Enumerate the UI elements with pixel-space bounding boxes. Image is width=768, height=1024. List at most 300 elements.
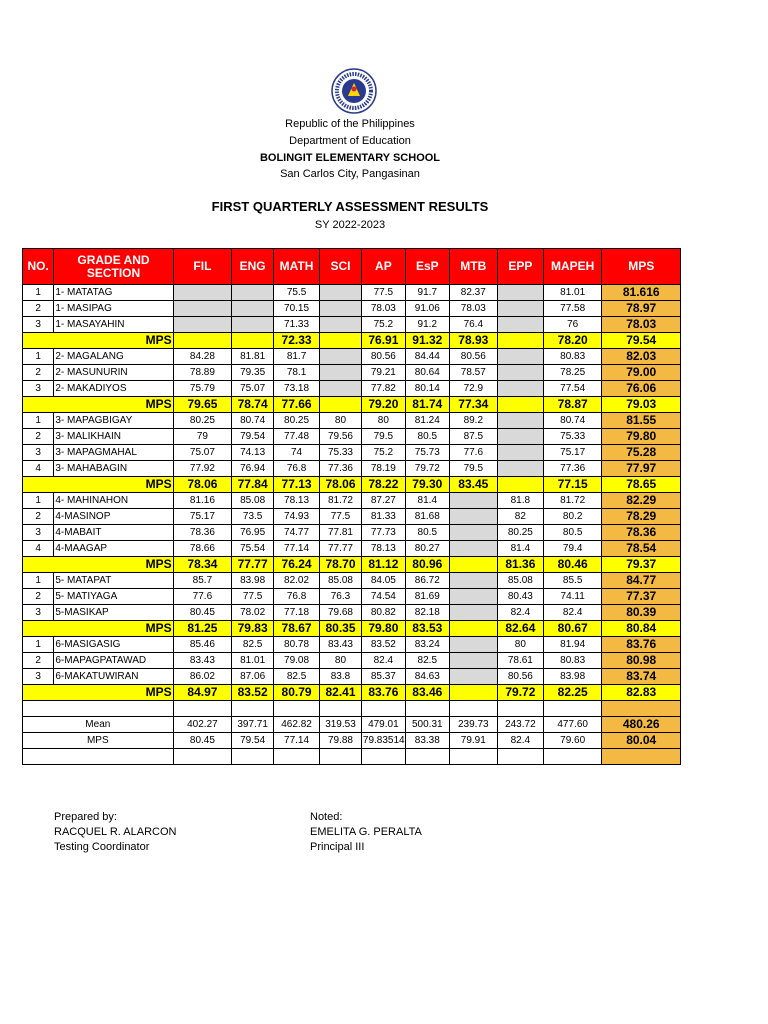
score-cell — [497, 285, 543, 301]
summary-cell: 79.54 — [232, 733, 274, 749]
score-cell: 83.8 — [320, 669, 362, 685]
summary-cell: 79.88 — [320, 733, 362, 749]
blank-cell — [23, 701, 174, 717]
score-cell: 77.54 — [543, 381, 602, 397]
mps-score-cell — [232, 333, 274, 349]
score-cell — [173, 317, 232, 333]
score-cell: 77.6 — [449, 445, 497, 461]
school-year: SY 2022-2023 — [314, 219, 386, 231]
noted-title: Principal III — [310, 841, 365, 853]
summary-cell: 239.73 — [449, 717, 497, 733]
score-cell: 91.2 — [405, 317, 449, 333]
score-cell: 84.63 — [405, 669, 449, 685]
blank-cell — [497, 749, 543, 765]
mps-score-cell — [497, 477, 543, 493]
row-number: 1 — [23, 413, 54, 429]
table-row — [23, 637, 681, 653]
score-cell: 80.45 — [173, 605, 232, 621]
mps-score-cell: 80.79 — [274, 685, 320, 701]
deped-seal-icon — [331, 68, 377, 114]
mps-total-cell: 80.84 — [602, 621, 681, 637]
table-row — [23, 653, 681, 669]
score-cell: 81.24 — [405, 413, 449, 429]
blank-cell — [543, 701, 602, 717]
mps-score-cell: 78.22 — [361, 477, 405, 493]
table-row — [23, 349, 681, 365]
score-cell: 82.4 — [361, 653, 405, 669]
score-cell: 82.18 — [405, 605, 449, 621]
section-name: 4-MASINOP — [54, 509, 173, 525]
score-cell: 81.16 — [173, 493, 232, 509]
mps-score-cell: 82.25 — [543, 685, 602, 701]
summary-mps-cell: 80.04 — [602, 733, 681, 749]
score-cell: 87.27 — [361, 493, 405, 509]
score-cell: 78.03 — [449, 301, 497, 317]
mps-row — [23, 557, 681, 573]
section-name: 1- MASIPAG — [54, 301, 173, 317]
score-cell: 70.15 — [274, 301, 320, 317]
score-cell: 82.37 — [449, 285, 497, 301]
mps-cell: 80.39 — [602, 605, 681, 621]
summary-cell: 462.82 — [274, 717, 320, 733]
blank-row — [23, 701, 681, 717]
score-cell: 78.66 — [173, 541, 232, 557]
score-cell — [449, 653, 497, 669]
score-cell: 80.83 — [543, 653, 602, 669]
mps-row-label: MPS — [23, 685, 174, 701]
table-row — [23, 429, 681, 445]
score-cell: 80.27 — [405, 541, 449, 557]
score-cell: 82.4 — [543, 605, 602, 621]
section-name: 3- MAPAGBIGAY — [54, 413, 173, 429]
section-name: 5- MATIYAGA — [54, 589, 173, 605]
mps-score-cell — [497, 333, 543, 349]
score-cell: 81.7 — [274, 349, 320, 365]
blank-cell — [274, 701, 320, 717]
table-row — [23, 445, 681, 461]
summary-row — [23, 733, 681, 749]
section-name: 6-MASIGASIG — [54, 637, 173, 653]
summary-cell: 82.4 — [497, 733, 543, 749]
score-cell: 78.36 — [173, 525, 232, 541]
mps-score-cell: 77.84 — [232, 477, 274, 493]
score-cell: 77.6 — [173, 589, 232, 605]
mps-total-cell: 82.83 — [602, 685, 681, 701]
mps-cell: 78.29 — [602, 509, 681, 525]
score-cell: 75.54 — [232, 541, 274, 557]
mps-score-cell — [320, 333, 362, 349]
noted-label: Noted: — [310, 811, 343, 823]
score-cell: 81.01 — [543, 285, 602, 301]
mps-score-cell: 81.12 — [361, 557, 405, 573]
score-cell: 85.08 — [232, 493, 274, 509]
mps-cell: 78.97 — [602, 301, 681, 317]
score-cell — [497, 301, 543, 317]
blank-cell — [449, 749, 497, 765]
summary-label: MPS — [23, 733, 174, 749]
score-cell: 82.02 — [274, 573, 320, 589]
mps-score-cell: 76.91 — [361, 333, 405, 349]
score-cell: 79.08 — [274, 653, 320, 669]
mps-score-cell: 80.67 — [543, 621, 602, 637]
row-number: 4 — [23, 541, 54, 557]
score-cell: 83.52 — [361, 637, 405, 653]
header-republic: Republic of the Philippines — [285, 118, 415, 130]
mps-score-cell: 83.53 — [405, 621, 449, 637]
score-cell: 75.07 — [232, 381, 274, 397]
col-header: MATH — [274, 249, 320, 285]
score-cell: 75.2 — [361, 445, 405, 461]
score-cell: 79.72 — [405, 461, 449, 477]
mps-score-cell: 77.34 — [449, 397, 497, 413]
score-cell — [497, 381, 543, 397]
score-cell: 85.5 — [543, 573, 602, 589]
summary-cell: 479.01 — [361, 717, 405, 733]
score-cell — [497, 413, 543, 429]
score-cell: 83.43 — [173, 653, 232, 669]
mps-cell: 78.36 — [602, 525, 681, 541]
summary-cell: 83.38 — [405, 733, 449, 749]
mps-score-cell: 78.20 — [543, 333, 602, 349]
score-cell: 77.82 — [361, 381, 405, 397]
mps-score-cell — [497, 397, 543, 413]
score-cell: 80.64 — [405, 365, 449, 381]
section-name: 6-MAPAGPATAWAD — [54, 653, 173, 669]
prepared-block — [54, 810, 176, 855]
mps-score-cell: 83.52 — [232, 685, 274, 701]
col-header: GRADE AND SECTION — [54, 249, 173, 285]
header-department: Department of Education — [289, 135, 411, 147]
score-cell: 82.4 — [497, 605, 543, 621]
score-cell: 85.37 — [361, 669, 405, 685]
score-cell: 78.03 — [361, 301, 405, 317]
score-cell: 80.5 — [543, 525, 602, 541]
score-cell — [449, 541, 497, 557]
mps-score-cell: 79.20 — [361, 397, 405, 413]
score-cell: 74.13 — [232, 445, 274, 461]
mps-cell: 81.616 — [602, 285, 681, 301]
score-cell: 87.5 — [449, 429, 497, 445]
mps-cell: 75.28 — [602, 445, 681, 461]
row-number: 1 — [23, 285, 54, 301]
score-cell: 81.94 — [543, 637, 602, 653]
mps-score-cell: 80.46 — [543, 557, 602, 573]
mps-score-cell: 81.36 — [497, 557, 543, 573]
score-cell: 81.4 — [497, 541, 543, 557]
blank-cell — [543, 749, 602, 765]
section-name: 5- MATAPAT — [54, 573, 173, 589]
score-cell: 79.68 — [320, 605, 362, 621]
score-cell: 81.68 — [405, 509, 449, 525]
col-header: NO. — [23, 249, 54, 285]
mps-score-cell: 82.41 — [320, 685, 362, 701]
score-cell: 77.5 — [232, 589, 274, 605]
section-name: 5-MASIKAP — [54, 605, 173, 621]
score-cell: 80 — [320, 653, 362, 669]
col-header: AP — [361, 249, 405, 285]
score-cell: 77.77 — [320, 541, 362, 557]
score-cell — [497, 365, 543, 381]
row-number: 3 — [23, 381, 54, 397]
score-cell: 78.02 — [232, 605, 274, 621]
score-cell: 77.36 — [320, 461, 362, 477]
mps-score-cell: 78.93 — [449, 333, 497, 349]
blank-cell — [320, 749, 362, 765]
col-header: MTB — [449, 249, 497, 285]
score-cell: 83.24 — [405, 637, 449, 653]
score-cell: 76.8 — [274, 589, 320, 605]
mps-cell: 80.98 — [602, 653, 681, 669]
score-cell: 78.89 — [173, 365, 232, 381]
assessment-table — [22, 248, 681, 765]
section-name: 4- MAHINAHON — [54, 493, 173, 509]
mps-row-label: MPS — [23, 477, 174, 493]
mps-score-cell: 82.64 — [497, 621, 543, 637]
score-cell: 82 — [497, 509, 543, 525]
score-cell: 85.08 — [497, 573, 543, 589]
score-cell: 81.69 — [405, 589, 449, 605]
section-name: 1- MATATAG — [54, 285, 173, 301]
mps-score-cell: 78.70 — [320, 557, 362, 573]
score-cell — [449, 493, 497, 509]
section-name: 4-MABAIT — [54, 525, 173, 541]
mps-row — [23, 477, 681, 493]
table-row — [23, 285, 681, 301]
score-cell: 77.92 — [173, 461, 232, 477]
summary-mps-cell: 480.26 — [602, 717, 681, 733]
mps-cell: 78.03 — [602, 317, 681, 333]
score-cell — [232, 301, 274, 317]
blank-cell — [232, 749, 274, 765]
mps-cell: 84.77 — [602, 573, 681, 589]
score-cell — [320, 301, 362, 317]
mps-cell: 83.76 — [602, 637, 681, 653]
score-cell: 76.3 — [320, 589, 362, 605]
mps-cell: 82.29 — [602, 493, 681, 509]
mps-score-cell: 79.30 — [405, 477, 449, 493]
header-school: BOLINGIT ELEMENTARY SCHOOL — [259, 152, 441, 164]
mps-score-cell: 77.66 — [274, 397, 320, 413]
mps-cell: 77.97 — [602, 461, 681, 477]
score-cell — [449, 589, 497, 605]
blank-cell — [361, 701, 405, 717]
blank-cell — [405, 749, 449, 765]
score-cell: 79.56 — [320, 429, 362, 445]
section-name: 2- MASUNURIN — [54, 365, 173, 381]
score-cell — [449, 509, 497, 525]
mps-score-cell — [449, 557, 497, 573]
mps-score-cell: 77.13 — [274, 477, 320, 493]
summary-cell: 397.71 — [232, 717, 274, 733]
score-cell: 77.5 — [320, 509, 362, 525]
section-name: 4-MAAGAP — [54, 541, 173, 557]
section-name: 6-MAKATUWIRAN — [54, 669, 173, 685]
row-number: 1 — [23, 573, 54, 589]
mps-score-cell: 77.15 — [543, 477, 602, 493]
blank-cell — [274, 749, 320, 765]
score-cell: 81.8 — [497, 493, 543, 509]
summary-label: Mean — [23, 717, 174, 733]
col-header: ENG — [232, 249, 274, 285]
summary-cell: 500.31 — [405, 717, 449, 733]
mps-cell: 77.37 — [602, 589, 681, 605]
mps-score-cell: 83.46 — [405, 685, 449, 701]
mps-score-cell — [449, 621, 497, 637]
section-name: 2- MAGALANG — [54, 349, 173, 365]
score-cell: 78.57 — [449, 365, 497, 381]
score-cell: 80.74 — [232, 413, 274, 429]
score-cell: 85.08 — [320, 573, 362, 589]
score-cell — [449, 525, 497, 541]
prepared-title: Testing Coordinator — [54, 841, 150, 853]
section-name: 2- MAKADIYOS — [54, 381, 173, 397]
mps-score-cell — [449, 685, 497, 701]
score-cell: 84.28 — [173, 349, 232, 365]
score-cell — [232, 317, 274, 333]
summary-row — [23, 717, 681, 733]
score-cell: 80 — [320, 413, 362, 429]
mps-score-cell: 84.97 — [173, 685, 232, 701]
mps-score-cell: 78.87 — [543, 397, 602, 413]
score-cell: 78.61 — [497, 653, 543, 669]
score-cell: 77.36 — [543, 461, 602, 477]
summary-cell: 79.91 — [449, 733, 497, 749]
row-number: 2 — [23, 589, 54, 605]
blank-cell — [232, 701, 274, 717]
row-number: 1 — [23, 493, 54, 509]
score-cell: 76 — [543, 317, 602, 333]
score-cell: 81.4 — [405, 493, 449, 509]
score-cell: 77.14 — [274, 541, 320, 557]
score-cell: 71.33 — [274, 317, 320, 333]
score-cell: 78.25 — [543, 365, 602, 381]
summary-cell: 77.14 — [274, 733, 320, 749]
mps-score-cell: 80.35 — [320, 621, 362, 637]
score-cell: 82.5 — [405, 653, 449, 669]
score-cell: 86.72 — [405, 573, 449, 589]
summary-cell: 79.60 — [543, 733, 602, 749]
prepared-name: RACQUEL R. ALARCON — [54, 826, 177, 838]
score-cell — [497, 317, 543, 333]
score-cell — [497, 429, 543, 445]
mps-score-cell: 78.06 — [320, 477, 362, 493]
score-cell: 80.2 — [543, 509, 602, 525]
mps-score-cell: 83.76 — [361, 685, 405, 701]
row-number: 1 — [23, 349, 54, 365]
score-cell: 75.33 — [320, 445, 362, 461]
table-row — [23, 413, 681, 429]
mps-row — [23, 621, 681, 637]
score-cell: 76.4 — [449, 317, 497, 333]
score-cell: 80 — [497, 637, 543, 653]
table-row — [23, 317, 681, 333]
row-number: 3 — [23, 525, 54, 541]
score-cell: 74.77 — [274, 525, 320, 541]
score-cell: 75.5 — [274, 285, 320, 301]
score-cell: 76.8 — [274, 461, 320, 477]
score-cell: 85.46 — [173, 637, 232, 653]
score-cell: 89.2 — [449, 413, 497, 429]
score-cell: 80.14 — [405, 381, 449, 397]
blank-cell — [320, 701, 362, 717]
blank-cell — [602, 749, 681, 765]
mps-score-cell: 80.96 — [405, 557, 449, 573]
summary-cell: 319.53 — [320, 717, 362, 733]
score-cell: 80.56 — [449, 349, 497, 365]
score-cell: 75.79 — [173, 381, 232, 397]
prepared-label: Prepared by: — [54, 811, 117, 823]
score-cell — [449, 605, 497, 621]
score-cell: 83.98 — [543, 669, 602, 685]
score-cell: 80.56 — [497, 669, 543, 685]
blank-cell — [497, 701, 543, 717]
mps-score-cell: 78.67 — [274, 621, 320, 637]
mps-score-cell: 78.06 — [173, 477, 232, 493]
score-cell: 82.5 — [274, 669, 320, 685]
score-cell: 80.25 — [274, 413, 320, 429]
mps-score-cell — [320, 397, 362, 413]
score-cell — [449, 669, 497, 685]
score-cell: 81.72 — [320, 493, 362, 509]
noted-name: EMELITA G. PERALTA — [310, 826, 422, 838]
score-cell: 75.33 — [543, 429, 602, 445]
mps-cell: 79.80 — [602, 429, 681, 445]
score-cell: 79.54 — [232, 429, 274, 445]
mps-score-cell: 81.25 — [173, 621, 232, 637]
score-cell: 79.4 — [543, 541, 602, 557]
score-cell: 75.2 — [361, 317, 405, 333]
mps-row — [23, 397, 681, 413]
row-number: 3 — [23, 669, 54, 685]
score-cell: 87.06 — [232, 669, 274, 685]
score-cell: 74.93 — [274, 509, 320, 525]
score-cell: 75.17 — [543, 445, 602, 461]
score-cell: 79.5 — [449, 461, 497, 477]
mps-score-cell: 91.32 — [405, 333, 449, 349]
mps-score-cell: 78.34 — [173, 557, 232, 573]
row-number: 2 — [23, 509, 54, 525]
score-cell: 76.95 — [232, 525, 274, 541]
score-cell: 80.5 — [405, 525, 449, 541]
summary-cell: 477.60 — [543, 717, 602, 733]
col-header: MAPEH — [543, 249, 602, 285]
score-cell — [320, 381, 362, 397]
mps-cell: 78.54 — [602, 541, 681, 557]
table-row — [23, 525, 681, 541]
summary-cell: 402.27 — [173, 717, 232, 733]
score-cell: 77.48 — [274, 429, 320, 445]
mps-score-cell: 79.83 — [232, 621, 274, 637]
score-cell: 76.94 — [232, 461, 274, 477]
score-cell: 77.81 — [320, 525, 362, 541]
score-cell: 80.56 — [361, 349, 405, 365]
score-cell — [497, 445, 543, 461]
table-row — [23, 541, 681, 557]
summary-cell: 79.83514 — [361, 733, 405, 749]
score-cell — [497, 349, 543, 365]
score-cell: 83.98 — [232, 573, 274, 589]
mps-cell: 81.55 — [602, 413, 681, 429]
mps-total-cell: 79.37 — [602, 557, 681, 573]
score-cell: 79.5 — [361, 429, 405, 445]
score-cell: 78.1 — [274, 365, 320, 381]
score-cell: 84.05 — [361, 573, 405, 589]
mps-total-cell: 78.65 — [602, 477, 681, 493]
score-cell: 80.43 — [497, 589, 543, 605]
mps-row — [23, 685, 681, 701]
table-row — [23, 381, 681, 397]
table-row — [23, 605, 681, 621]
